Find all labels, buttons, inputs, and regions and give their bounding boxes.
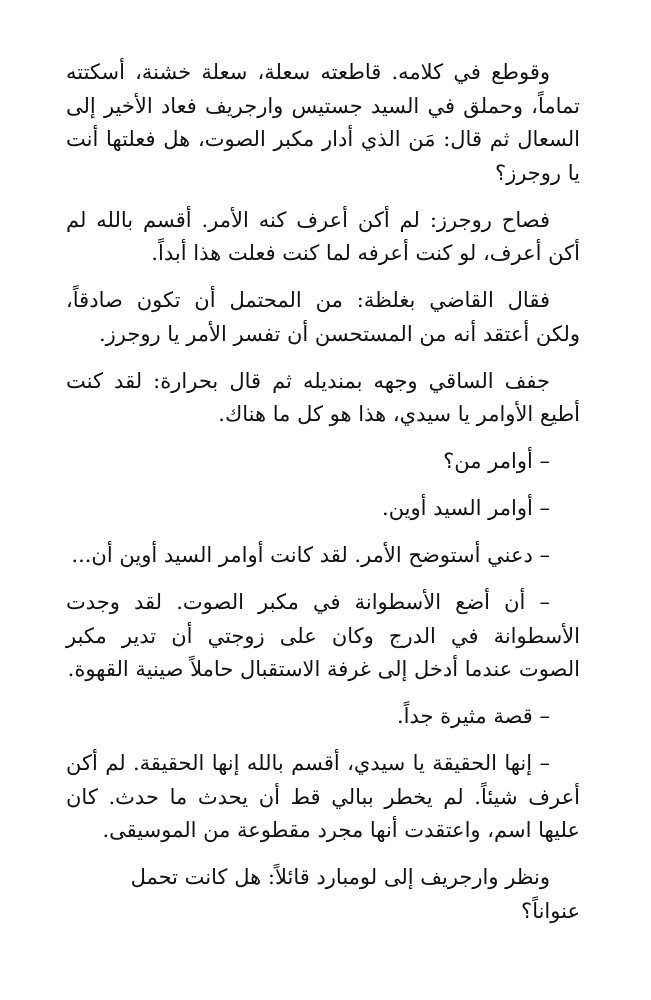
paragraph-1: وقوطع في كلامه. قاطعته سعلة، سعلة خشنة، أسكتته تماماً، وحملق في السيد جستيس وارجريف فعاد الأخير إلى السعال ثم قال: مَن الذي أدار مكبر الصوت، هل فعلتها أنت يا روجرز؟ [66,60,580,185]
paragraph-9: – قصة مثيرة جداً. [396,704,550,728]
paragraph-6: – أوامر السيد أوين. [382,496,550,520]
paragraph-4: جفف الساقي وجهه بمنديله ثم قال بحرارة: لقد كنت أطيع الأوامر يا سيدي، هذا هو كل ما هناك. [66,368,580,426]
paragraph-3: فقال القاضي بغلظة: من المحتمل أن تكون صادقاً، ولكن أعتقد أنه من المستحسن أن تفسر الأمر يا روجرز. [66,288,580,346]
book-page [66,56,580,928]
paragraph-5: – أوامر من؟ [443,449,550,473]
paragraph-2: فصاح روجرز: لم أكن أعرف كنه الأمر. أقسم بالله لم أكن أعرف، لو كنت أعرفه لما كنت فعلت هذا أبداً. [66,207,580,265]
paragraph-10: – إنها الحقيقة يا سيدي، أقسم بالله إنها الحقيقة. لم أكن أعرف شيئاً. لم يخطر ببالي قط أن يحدث ما حدث. كان عليها اسم، واعتقدت أنها مجرد مقطوعة من الموسيقى. [66,751,580,842]
paragraph-8: – أن أضع الأسطوانة في مكبر الصوت. لقد وجدت الأسطوانة في الدرج وكان على زوجتي أن تدير مكبر الصوت عندما أدخل إلى غرفة الاستقبال حاملاً صينية القهوة. [66,590,580,681]
paragraph-7: – دعني أستوضح الأمر. لقد كانت أوامر السيد أوين أن... [71,543,550,567]
paragraph-11: ونظر وارجريف إلى لومبارد قائلاً: هل كانت تحمل عنواناً؟ [130,865,580,923]
